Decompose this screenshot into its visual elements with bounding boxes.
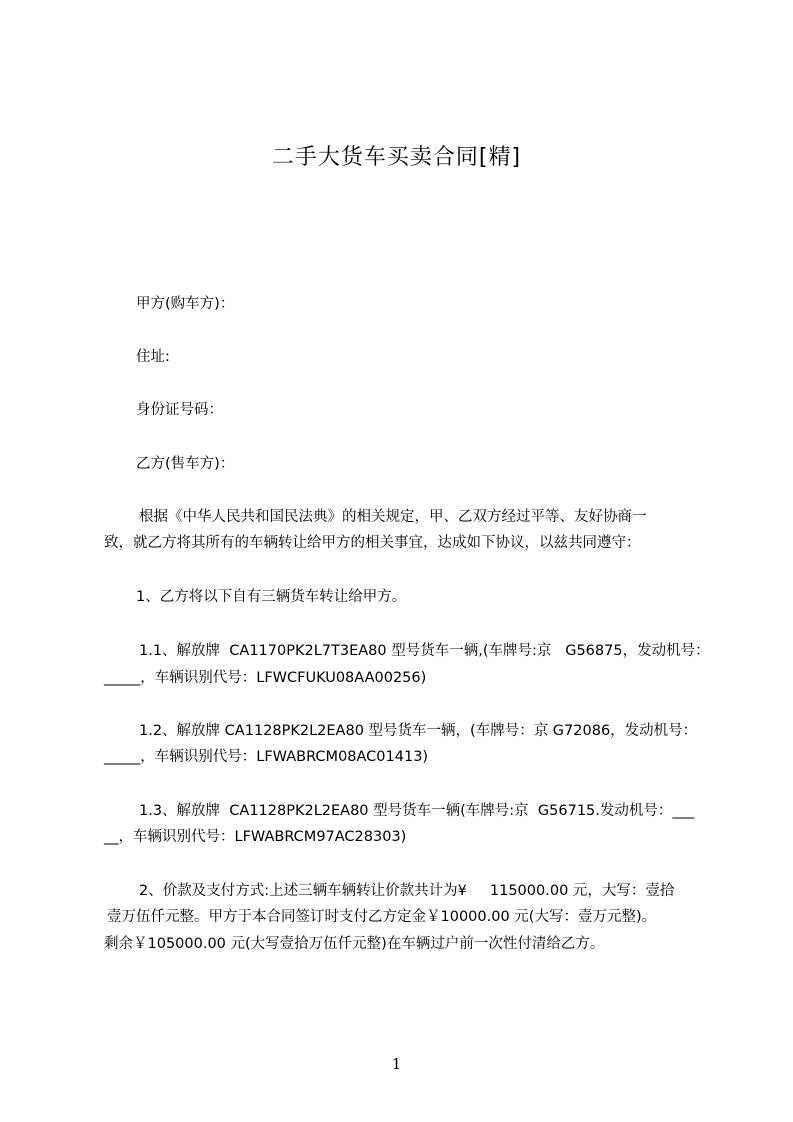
clause-1-2-line-1: 1.2、解放牌 CA1128PK2L2EA80 型号货车一辆，(车牌号：京 G72086，发动机号： — [139, 723, 698, 739]
party-a-label: 甲方(购车方)： — [136, 296, 235, 312]
clause-2-line-2: 壹万伍仟元整。甲方于本合同签订时支付乙方定金￥10000.00 元(大写：壹万元整)。 — [107, 909, 657, 925]
clause-1-1-line-1: 1.1、解放牌 CA1170PK2L7T3EA80 型号货车一辆,(车牌号:京 G56875，发动机号： — [139, 643, 710, 659]
intro-line-2: 致，就乙方将其所有的车辆转让给甲方的相关事宜，达成如下协议，以兹共同遵守： — [104, 535, 641, 551]
clause-1: 1、乙方将以下自有三辆货车转让给甲方。 — [136, 589, 407, 605]
clause-1-3-line-1: 1.3、解放牌 CA1128PK2L2EA80 型号货车一辆(车牌号:京 G56715.发动机号：___ — [139, 803, 695, 819]
address-label: 住址: — [136, 349, 170, 365]
clause-1-1-line-2: _____，车辆识别代号：LFWCFUKU08AA00256) — [104, 670, 427, 686]
clause-2-line-1: 2、价款及支付方式:上述三辆车辆转让价款共计为¥ 115000.00 元，大写：壹拾 — [139, 883, 675, 899]
id-number-label: 身份证号码： — [136, 402, 223, 418]
clause-2-line-3: 剩余￥105000.00 元(大写壹拾万伍仟元整)在车辆过户前一次性付清给乙方。 — [104, 936, 605, 952]
intro-line-1: 根据《中华人民共和国民法典》的相关规定，甲、乙双方经过平等、友好协商一 — [139, 509, 647, 525]
document-title: 二手大货车买卖合同[精] — [271, 145, 522, 170]
page-number: 1 — [391, 1055, 402, 1073]
clause-1-3-line-2: __，车辆识别代号：LFWABRCM97AC28303) — [104, 829, 407, 845]
party-b-label: 乙方(售车方)： — [136, 456, 235, 472]
clause-1-2-line-2: _____，车辆识别代号：LFWABRCM08AC01413) — [104, 749, 429, 765]
